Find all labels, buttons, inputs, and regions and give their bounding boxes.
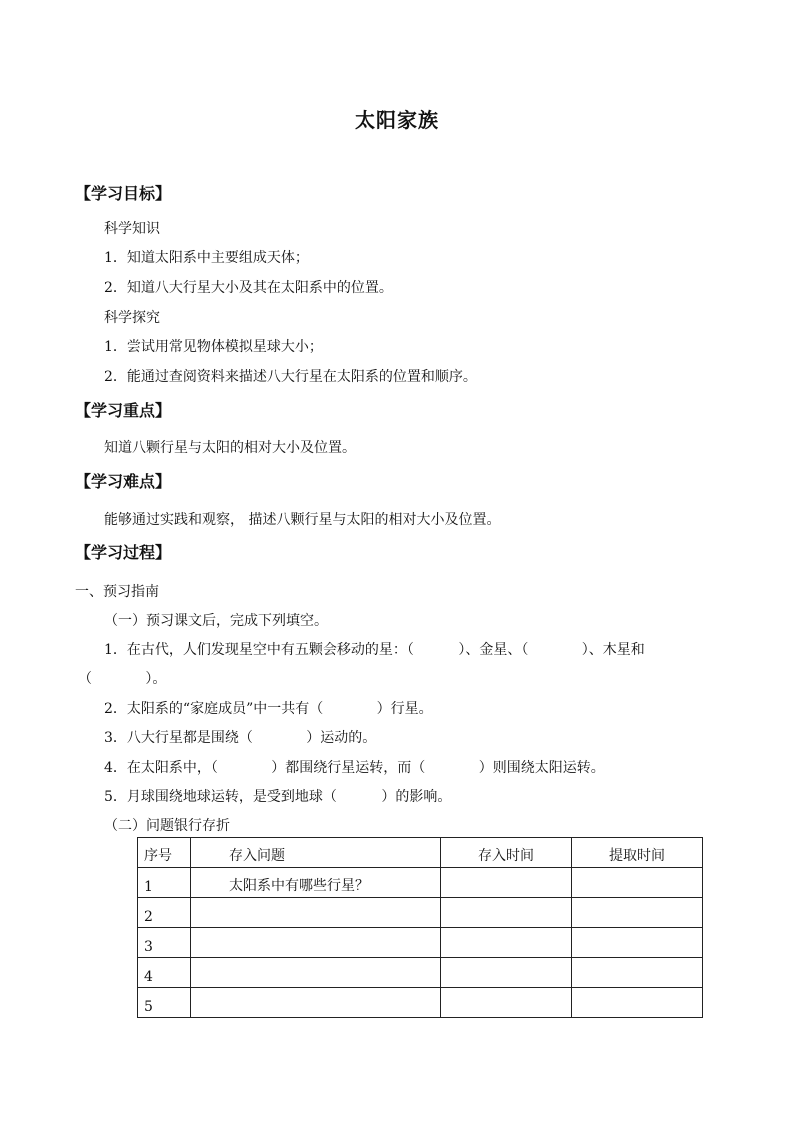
question-1-line-1: 1．在古代，人们发现星空中有五颗会移动的星：（ ）、金星、（ ）、木星和: [104, 642, 645, 658]
question-3: 3．八大行星都是围绕（ ）运动的。: [104, 730, 377, 746]
cell-number: 5: [138, 988, 191, 1018]
table-row: [138, 958, 703, 988]
cell-number: 3: [138, 928, 191, 958]
cell-question: [191, 958, 441, 988]
cell-deposit-time: [441, 928, 572, 958]
cell-withdraw-time: [572, 958, 703, 988]
question-bank-table: [137, 837, 703, 1018]
table-row: [138, 868, 703, 898]
question-2: 2．太阳系的“家庭成员”中一共有（ ）行星。: [104, 701, 433, 717]
cell-deposit-time: [441, 868, 572, 898]
question-4: 4．在太阳系中，（ ）都围绕行星运转，而（ ）则围绕太阳运转。: [104, 760, 605, 776]
question-1-line-2: （ ）。: [78, 671, 167, 687]
knowledge-item-2: 2．知道八大行星大小及其在太阳系中的位置。: [104, 280, 393, 296]
difficulties-text: 能够通过实践和观察， 描述八颗行星与太阳的相对大小及位置。: [104, 512, 501, 528]
table-row: [138, 988, 703, 1018]
key-points-text: 知道八颗行星与太阳的相对大小及位置。: [104, 440, 356, 456]
knowledge-item-1: 1．知道太阳系中主要组成天体；: [104, 250, 309, 266]
header-cell-withdraw-time: 提取时间: [572, 838, 703, 868]
header-cell-deposit-time: 存入时间: [441, 838, 572, 868]
cell-number: 4: [138, 958, 191, 988]
table-row: [138, 898, 703, 928]
cell-deposit-time: [441, 958, 572, 988]
inquiry-label: 科学探究: [104, 310, 160, 326]
section-preview-guide: 一、预习指南: [75, 584, 159, 600]
inquiry-item-1: 1．尝试用常见物体模拟星球大小；: [104, 339, 323, 355]
key-points-heading: 【学习重点】: [75, 401, 172, 420]
inquiry-item-2: 2．能通过查阅资料来描述八大行星在太阳系的位置和顺序。: [104, 369, 477, 385]
table-header-row: [138, 838, 703, 868]
cell-question: [191, 928, 441, 958]
cell-number: 2: [138, 898, 191, 928]
subsection-fill-blanks: （一）预习课文后，完成下列填空。: [104, 613, 328, 629]
question-5: 5．月球围绕地球运转，是受到地球（ ）的影响。: [104, 789, 452, 805]
cell-deposit-time: [441, 988, 572, 1018]
table-row: [138, 928, 703, 958]
page-title: 太阳家族: [355, 108, 439, 132]
knowledge-label: 科学知识: [104, 221, 160, 237]
cell-withdraw-time: [572, 988, 703, 1018]
cell-withdraw-time: [572, 898, 703, 928]
cell-withdraw-time: [572, 868, 703, 898]
header-cell-question: 存入问题: [191, 838, 441, 868]
cell-withdraw-time: [572, 928, 703, 958]
cell-question: 太阳系中有哪些行星？: [191, 868, 441, 898]
goals-heading: 【学习目标】: [75, 184, 172, 203]
cell-question: [191, 988, 441, 1018]
process-heading: 【学习过程】: [75, 543, 172, 562]
header-cell-number: 序号: [138, 838, 191, 868]
difficulties-heading: 【学习难点】: [75, 472, 172, 491]
cell-question: [191, 898, 441, 928]
subsection-question-bank: （二）问题银行存折: [104, 818, 230, 834]
cell-deposit-time: [441, 898, 572, 928]
cell-number: 1: [138, 868, 191, 898]
